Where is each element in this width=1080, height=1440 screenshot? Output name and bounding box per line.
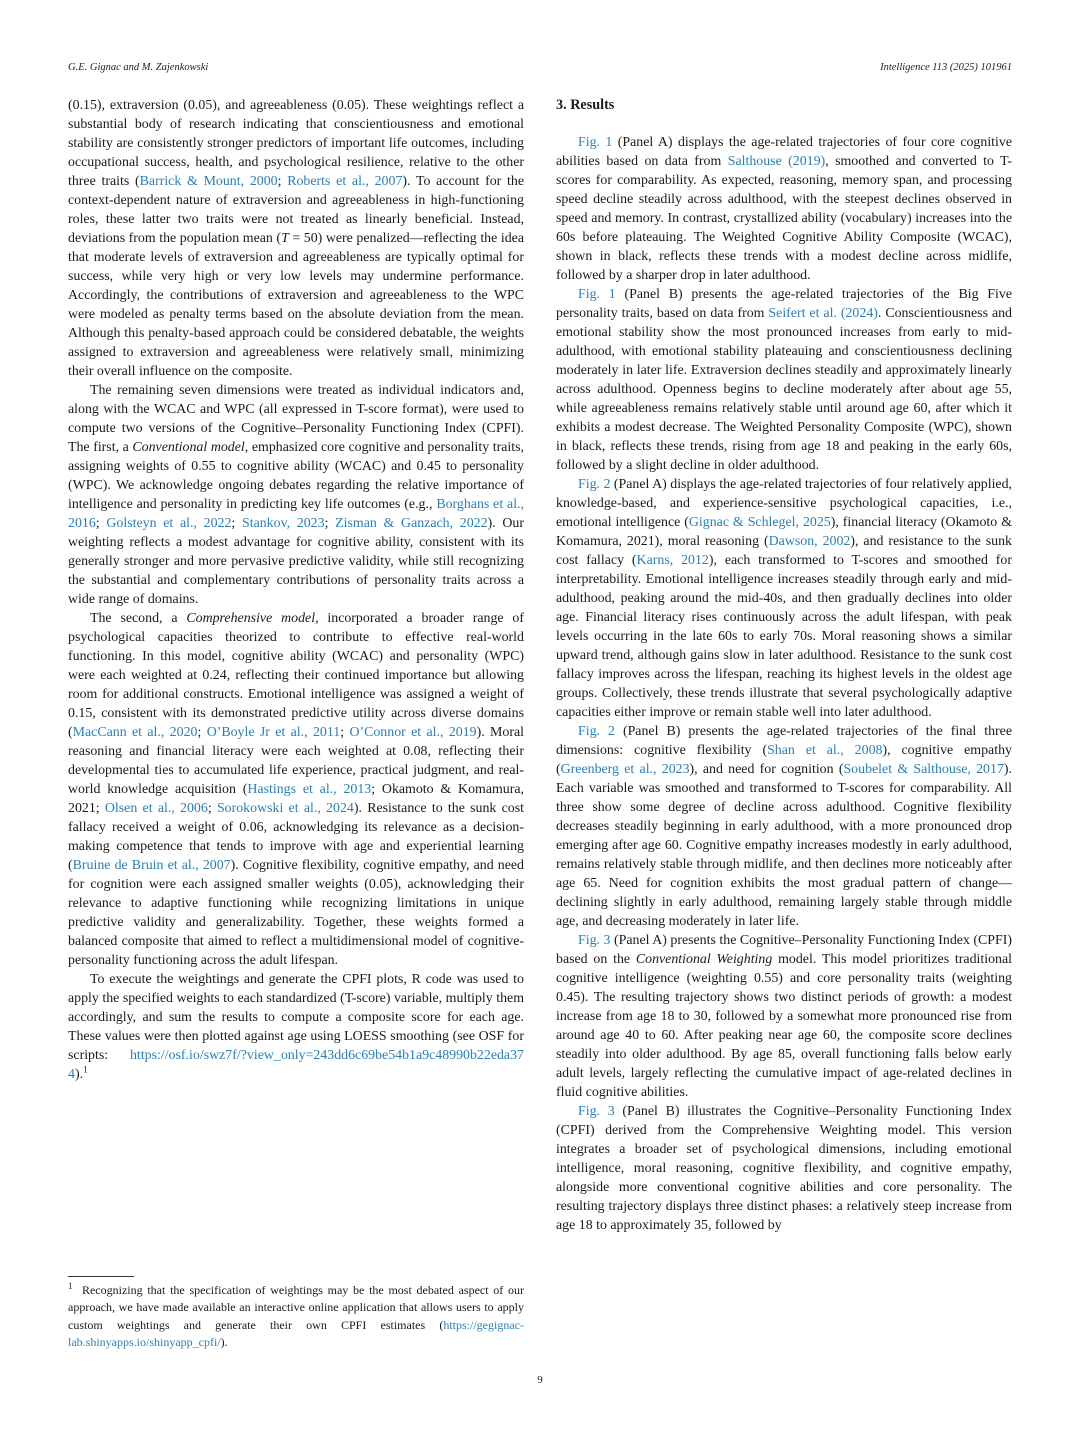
paragraph: Fig. 3 (Panel B) illustrates the Cognitive–Personality Functioning Index (CPFI) derived from the Comprehensive Weighting model. This version integrates a broader set of psychological dimensions, including emotional intelligence, moral reasoning, cognitive flexibility, and cognitive empathy, alongside more conventional cognitive abilities and core personality. The resulting trajectory displays three distinct phases: a relatively steep increase from age 18 to approximately 35, followed by bbox=[556, 1104, 1013, 1233]
citation-link[interactable]: Roberts et al., 2007 bbox=[287, 174, 403, 189]
citation-link[interactable]: MacCann et al., 2020 bbox=[72, 725, 198, 740]
shinyapp-link[interactable]: https://gegignac-lab.shinyapps.io/shinyapp_cpfi/ bbox=[68, 1317, 524, 1349]
paragraph: Fig. 1 (Panel B) presents the age-related trajectories of the Big Five personality traits, based on data from Seifert et al. (2024). Conscientiousness and emotional stability show the most pronounced increases from early to mid-adulthood, with emotional stability plateauing and conscientiousness declining moderately in later life. Extraversion declines steadily and approximately linearly across adulthood. Openness begins to decline moderately after about age 55, while agreeableness remains relatively stable until around age 60, after which it exhibits a modest decrease. The Weighted Personality Composite (WPC), shown in black, reflects these trends, rising from age 18 and peaking in the early 60s, followed by a slight decline in older adulthood. bbox=[556, 287, 1013, 473]
figure-link[interactable]: Fig. 1 bbox=[578, 135, 613, 150]
citation-link[interactable]: Shan et al., 2008 bbox=[767, 743, 883, 758]
running-header-journal: Intelligence 113 (2025) 101961 bbox=[880, 62, 1012, 73]
osf-link[interactable]: https://osf.io/swz7f/?view_only=243dd6c69be54b1a9c48990b22eda374 bbox=[68, 1048, 524, 1082]
citation-link[interactable]: Olsen et al., 2006 bbox=[104, 801, 208, 816]
citation-link[interactable]: Sorokowski et al., 2024 bbox=[216, 801, 354, 816]
citation-link[interactable]: O’Connor et al., 2019 bbox=[349, 725, 477, 740]
figure-link[interactable]: Fig. 2 bbox=[578, 724, 615, 739]
footnote-number: 1 bbox=[68, 1281, 73, 1291]
citation-link[interactable]: Greenberg et al., 2023 bbox=[560, 762, 690, 777]
paragraph: The remaining seven dimensions were treated as individual indicators and, along with the WCAC and WPC (all expressed in T-score format), were used to compute two versions of the Cognitive–Personality Functioning Index (CPFI). The first, a Conventional model, emphasized core cognitive and personality traits, assigning weights of 0.55 to cognitive ability (WCAC) and 0.45 to personality (WPC). We acknowledge ongoing debates regarding the relative importance of intelligence and personality in predicting key life outcomes (e.g., Borghans et al., 2016; Golsteyn et al., 2022; Stankov, 2023; Zisman & Ganzach, 2022). Our weighting reflects a modest advantage for cognitive ability, consistent with its generally stronger and more pervasive predictive validity, while still recognizing the substantial and complementary contributions of personality traits across a wide range of domains. bbox=[68, 383, 524, 607]
footnote-marker[interactable]: 1 bbox=[83, 1064, 88, 1075]
citation-link[interactable]: Bruine de Bruin et al., 2007 bbox=[72, 858, 231, 873]
footnote: $^1$ Recognizing that the specification of weightings may be the most debated aspect of our approach, we have made available an interactive online application that allows users to apply custom weightings and generate their own CPFI estimates (https://gegignac-lab.shinyapps.io/shinyapp_cpfi/). bbox=[68, 1281, 525, 1349]
citation-link[interactable]: Hastings et al., 2013 bbox=[247, 782, 372, 797]
paragraph: The second, a Comprehensive model, incorporated a broader range of psychological capacities theorized to contribute to effective real-world functioning. In this model, cognitive ability (WCAC) and personality (WPC) were each weighted at 0.24, reflecting their continued importance but allowing room for additional constructs. Emotional intelligence was assigned a weight of 0.15, consistent with its demonstrated predictive utility across diverse domains (MacCann et al., 2020; O’Boyle Jr et al., 2011; O’Connor et al., 2019). Moral reasoning and financial literacy were each weighted at 0.08, reflecting their developmental ties to accumulated life experience, practical judgment, and real-world knowledge acquisition (Hastings et al., 2013; Okamoto & Komamura, 2021; Olsen et al., 2006; Sorokowski et al., 2024). Resistance to the sunk cost fallacy received a weight of 0.06, acknowledging its relevance as a decision-making competence that tends to improve with age and experiential learning (Bruine de Bruin et al., 2007). Cognitive flexibility, cognitive empathy, and need for cognition were each assigned smaller weights (0.05), acknowledging their relevance to adaptive functioning while recognizing limitations in unique predictive validity and generalizability. Together, these weights formed a balanced composite that aimed to reflect a multidimensional model of cognitive-personality functioning across the adult lifespan. bbox=[68, 611, 524, 968]
citation-link[interactable]: Seifert et al. (2024) bbox=[768, 306, 878, 321]
page-number: 9 bbox=[537, 1374, 543, 1386]
citation-link[interactable]: Karns, 2012 bbox=[636, 553, 709, 568]
citation-link[interactable]: Dawson, 2002 bbox=[768, 534, 851, 549]
citation-link[interactable]: Salthouse (2019) bbox=[727, 154, 826, 169]
paragraph: To execute the weightings and generate the CPFI plots, R code was used to apply the specified weights to each standardized (T-score) variable, multiply them accordingly, and sum the results to compute a composite score for each age. These values were then plotted against age using LOESS smoothing (see OSF for scripts: https://osf.io/swz7f/?view_only=243dd6c69be54b1a9c48990b22eda374).$^1$ bbox=[68, 972, 524, 1082]
figure-link[interactable]: Fig. 1 bbox=[578, 287, 616, 302]
citation-link[interactable]: Stankov, 2023 bbox=[241, 516, 325, 531]
figure-link[interactable]: Fig. 3 bbox=[578, 1104, 615, 1119]
running-header-authors: G.E. Gignac and M. Zajenkowski bbox=[68, 62, 209, 73]
footnote-rule bbox=[68, 1276, 134, 1277]
figure-link[interactable]: Fig. 3 bbox=[578, 933, 611, 948]
right-column bbox=[556, 96, 1012, 1235]
citation-link[interactable]: Barrick & Mount, 2000 bbox=[139, 174, 278, 189]
section-heading: 3. Results bbox=[556, 97, 615, 113]
citation-link[interactable]: O’Boyle Jr et al., 2011 bbox=[206, 725, 341, 740]
left-column bbox=[68, 96, 524, 1084]
citation-link[interactable]: Zisman & Ganzach, 2022 bbox=[335, 516, 488, 531]
citation-link[interactable]: Golsteyn et al., 2022 bbox=[106, 516, 232, 531]
paragraph: Fig. 1 (Panel A) displays the age-related trajectories of four core cognitive abilities based on data from Salthouse (2019), smoothed and converted to T-scores for comparability. As expected, reasoning, memory span, and processing speed decline steadily across adulthood, with the steepest declines observed in speed and memory. In contrast, crystallized ability (vocabulary) increases into the 60s before plateauing. The Weighted Cognitive Ability Composite (WCAC), shown in black, reflects these trends with a modest decline across midlife, followed by a sharper drop in later adulthood. bbox=[556, 135, 1013, 283]
citation-link[interactable]: Borghans et al., 2016 bbox=[68, 497, 524, 531]
paragraph: Fig. 3 (Panel A) presents the Cognitive–Personality Functioning Index (CPFI) based on the Conventional Weighting model. This model prioritizes traditional cognitive intelligence (weighting 0.55) and core personality traits (weighting 0.45). The resulting trajectory shows two distinct periods of growth: a modest increase from age 18 to 30, followed by a somewhat more pronounced rise from around age 40 to 60. After peaking near age 60, the composite score declines steadily into older adulthood. By age 85, overall functioning falls below early adult levels, largely reflecting the cumulative impact of age-related declines in fluid cognitive abilities. bbox=[556, 933, 1013, 1100]
citation-link[interactable]: Soubelet & Salthouse, 2017 bbox=[843, 762, 1004, 777]
paragraph: (0.15), extraversion (0.05), and agreeableness (0.05). These weightings reflect a substantial body of research indicating that conscientiousness and emotional stability are consistently stronger predictors of important life outcomes, including occupational success, health, and psychological resilience, relative to the other three traits (Barrick & Mount, 2000; Roberts et al., 2007). To account for the context-dependent nature of extraversion and agreeableness in high-functioning roles, these latter two traits were not treated as linearly beneficial. Instead, deviations from the population mean (T = 50) were penalized—reflecting the idea that moderate levels of extraversion and agreeableness are typically optimal for success, while very high or very low levels may undermine performance. Accordingly, the contributions of extraversion and agreeableness to the WPC were modeled as penalty terms based on the absolute deviation from the mean. Although this penalty-based approach could be considered debatable, the weights assigned to extraversion and agreeableness were relatively small, minimizing their overall influence on the composite. bbox=[68, 98, 525, 379]
paragraph: Fig. 2 (Panel B) presents the age-related trajectories of the final three dimensions: cognitive flexibility (Shan et al., 2008), cognitive empathy (Greenberg et al., 2023), and need for cognition (Soubelet & Salthouse, 2017). Each variable was smoothed and transformed to T-scores for comparability. All three show some degree of decline across adulthood. Cognitive flexibility decreases steadily beginning in early adulthood, with a more pronounced drop emerging after age 60. Cognitive empathy increases modestly in early adulthood, remains relatively stable through midlife, and then declines more noticeably after age 65. Need for cognition exhibits the most gradual pattern of change—declining slightly in early adulthood, remaining largely stable through middle age, and decreasing moderately in later life. bbox=[556, 724, 1012, 929]
citation-link[interactable]: Gignac & Schlegel, 2025 bbox=[688, 515, 831, 530]
figure-link[interactable]: Fig. 2 bbox=[578, 477, 611, 492]
paragraph: Fig. 2 (Panel A) displays the age-related trajectories of four relatively applied, knowledge-based, and experience-sensitive psychological capacities, i.e., emotional intelligence (Gignac & Schlegel, 2025), financial literacy (Okamoto & Komamura, 2021), moral reasoning (Dawson, 2002), and resistance to the sunk cost fallacy (Karns, 2012), each transformed to T-scores and smoothed for interpretability. Emotional intelligence increases steadily through early and mid-adulthood, peaking around the mid-40s, and then gradually declines into older age. Financial literacy rises continuously across the adult lifespan, with peak levels occurring in the late 60s to early 70s. Moral reasoning shows a similar upward trend, although gains slow in later adulthood. Resistance to the sunk cost fallacy improves across the lifespan, reaching its highest levels in the oldest age groups. Collectively, these trends illustrate that several psychologically adaptive capacities either improve or remain stable well into later adulthood. bbox=[556, 477, 1013, 720]
